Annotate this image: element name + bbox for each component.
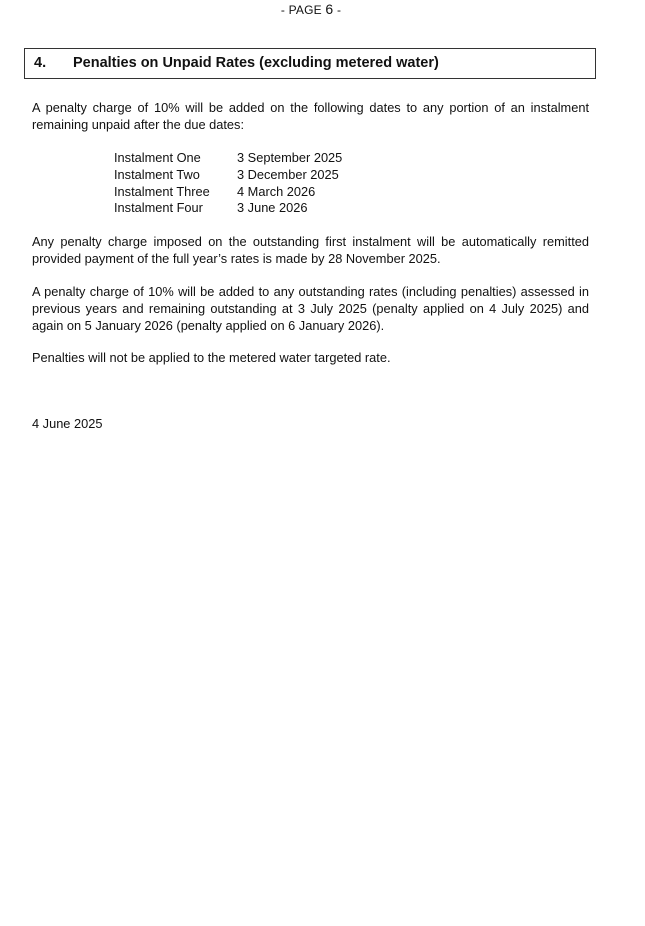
instalment-schedule — [114, 150, 342, 217]
section-title: Penalties on Unpaid Rates (excluding metered water) — [73, 55, 439, 71]
page-header-prefix: - PAGE — [280, 3, 322, 17]
instalment-row — [114, 167, 342, 184]
instalment-name: Instalment Four — [114, 200, 203, 216]
instalment-name: Instalment Two — [114, 166, 200, 182]
remission-paragraph: Any penalty charge imposed on the outstanding first instalment will be automatically remitted provided payment of the full year’s rates is made by 28 November 2025. — [32, 234, 589, 266]
intro-paragraph: A penalty charge of 10% will be added on the following dates to any portion of an instalment remaining unpaid after the due dates: — [32, 100, 589, 132]
instalment-row — [114, 200, 342, 217]
instalment-date: 3 September 2025 — [237, 150, 343, 165]
instalment-row — [114, 184, 342, 201]
document-date: 4 June 2025 — [32, 416, 103, 431]
instalment-name: Instalment One — [114, 150, 201, 165]
instalment-date: 3 December 2025 — [237, 166, 339, 182]
instalment-name: Instalment Three — [114, 183, 210, 199]
section-number: 4. — [34, 55, 47, 71]
metered-water-paragraph: Penalties will not be applied to the metered water targeted rate. — [32, 350, 391, 365]
instalment-date: 3 June 2026 — [237, 200, 308, 216]
instalment-date: 4 March 2026 — [237, 183, 316, 199]
section-heading-box — [24, 48, 596, 79]
page-header-suffix: - — [336, 3, 342, 17]
instalment-row — [114, 150, 342, 167]
page-header — [0, 1, 622, 17]
arrears-paragraph: A penalty charge of 10% will be added to any outstanding rates (including penalties) assessed in previous years and remaining outstanding at 3 July 2025 (penalty applied on 4 July 2025) and again on 5 January 2026 (penalty applied on 6 January 2026). — [32, 284, 589, 333]
page-number: 6 — [325, 1, 334, 17]
